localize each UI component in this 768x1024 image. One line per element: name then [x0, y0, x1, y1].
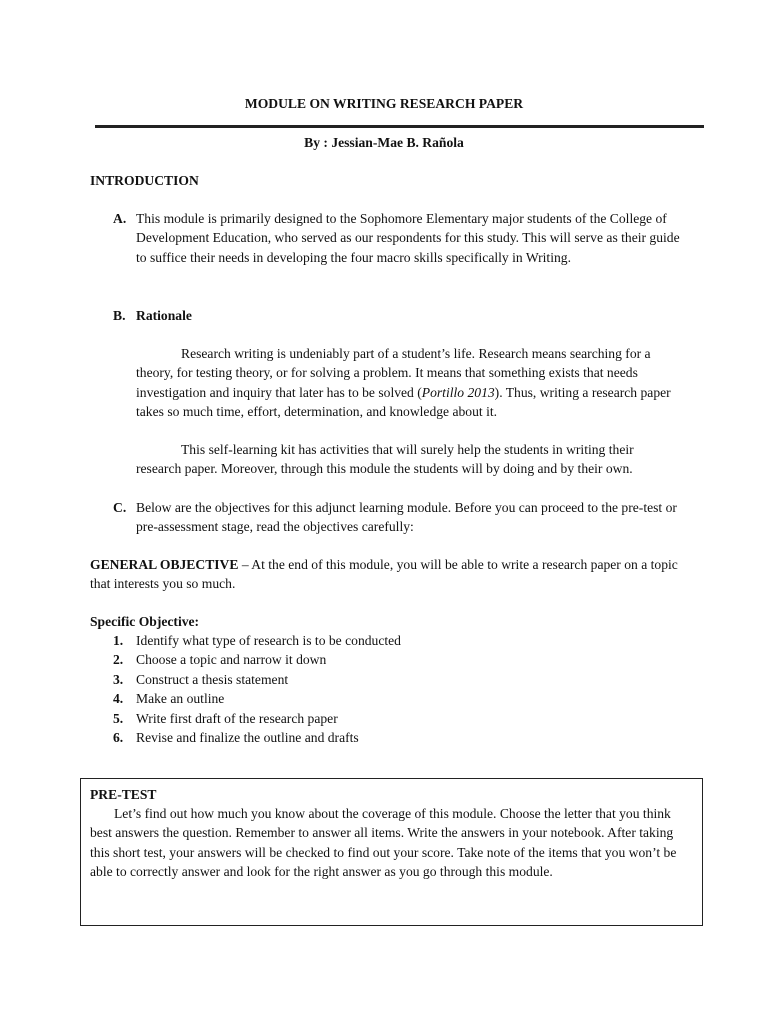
item-c-text: Below are the objectives for this adjunct learning module. Before you can proceed to the pre-test or pre-assessment stage, read the objectives carefully:: [136, 500, 677, 535]
list-item-number: 5.: [113, 710, 124, 726]
list-item: [113, 709, 613, 728]
introduction-heading: INTRODUCTION: [90, 173, 199, 188]
rationale-paragraph-2: This self-learning kit has activities that will surely help the students in writing their research paper. Moreover, through this module the students will by doing and by their own.: [136, 442, 634, 477]
list-item-number: 4.: [113, 691, 124, 707]
list-item-text: Choose a topic and narrow it down: [136, 652, 327, 668]
list-item-text: Revise and finalize the outline and drafts: [136, 729, 359, 745]
item-a-text: This module is primarily designed to the Sophomore Elementary major students of the College of Development Education, who served as our respondents for this study. This will serve as their guide to suffice their needs in developing the four macro skills specifically in Writing.: [136, 211, 680, 265]
list-item-text: Construct a thesis statement: [136, 671, 289, 687]
rationale-citation: Portillo 2013: [421, 384, 495, 400]
page-title: MODULE ON WRITING RESEARCH PAPER: [244, 96, 524, 111]
general-objective: [90, 555, 680, 594]
general-objective-label: GENERAL OBJECTIVE: [90, 557, 239, 572]
list-item: [113, 631, 613, 650]
list-item-number: 1.: [113, 633, 124, 648]
rationale-p1-after: ). Thus, writing a research paper takes so much time, effort, determination, and knowledge about it.: [136, 384, 671, 420]
pretest-heading: PRE-TEST: [90, 787, 157, 802]
item-b-label: B.: [113, 308, 126, 323]
list-item-number: 2.: [113, 652, 124, 668]
rationale-paragraph-1: [136, 344, 681, 422]
list-item-text: Make an outline: [136, 691, 225, 707]
list-item-number: 3.: [113, 671, 124, 687]
list-item: [113, 689, 613, 708]
list-item-text: Write first draft of the research paper: [136, 710, 338, 726]
specific-objective-heading: Specific Objective:: [90, 614, 200, 629]
rationale-heading: Rationale: [136, 308, 192, 323]
list-item-text: Identify what type of research is to be conducted: [136, 633, 401, 648]
author-line: By : Jessian-Mae B. Rañola: [304, 135, 464, 150]
rationale-p1-before: Research writing is undeniably part of a student’s life. Research means searching for a theory, for testing theory, or for solving a problem. It means that something exists that needs investigation and inquiry that later has to be solved (: [136, 346, 651, 400]
list-item: [113, 670, 613, 689]
item-a-label: A.: [113, 211, 127, 226]
list-item-number: 6.: [113, 729, 124, 745]
item-c-label: C.: [113, 500, 127, 515]
list-item: [113, 650, 613, 669]
title-divider: [95, 125, 704, 128]
specific-objective-list: [113, 631, 613, 747]
pretest-text: Let’s find out how much you know about the coverage of this module. Choose the letter that you think best answers the question. Remember to answer all items. Write the answers in your notebook. After taking this short test, your answers will be checked to find out your score. Take note of the items that you won’t be able to correctly answer and look for the right answer as you go through this module.: [90, 806, 677, 880]
general-objective-text: – At the end of this module, you will be able to write a research paper on a topic that interests you so much.: [90, 557, 678, 592]
list-item: [113, 728, 613, 747]
